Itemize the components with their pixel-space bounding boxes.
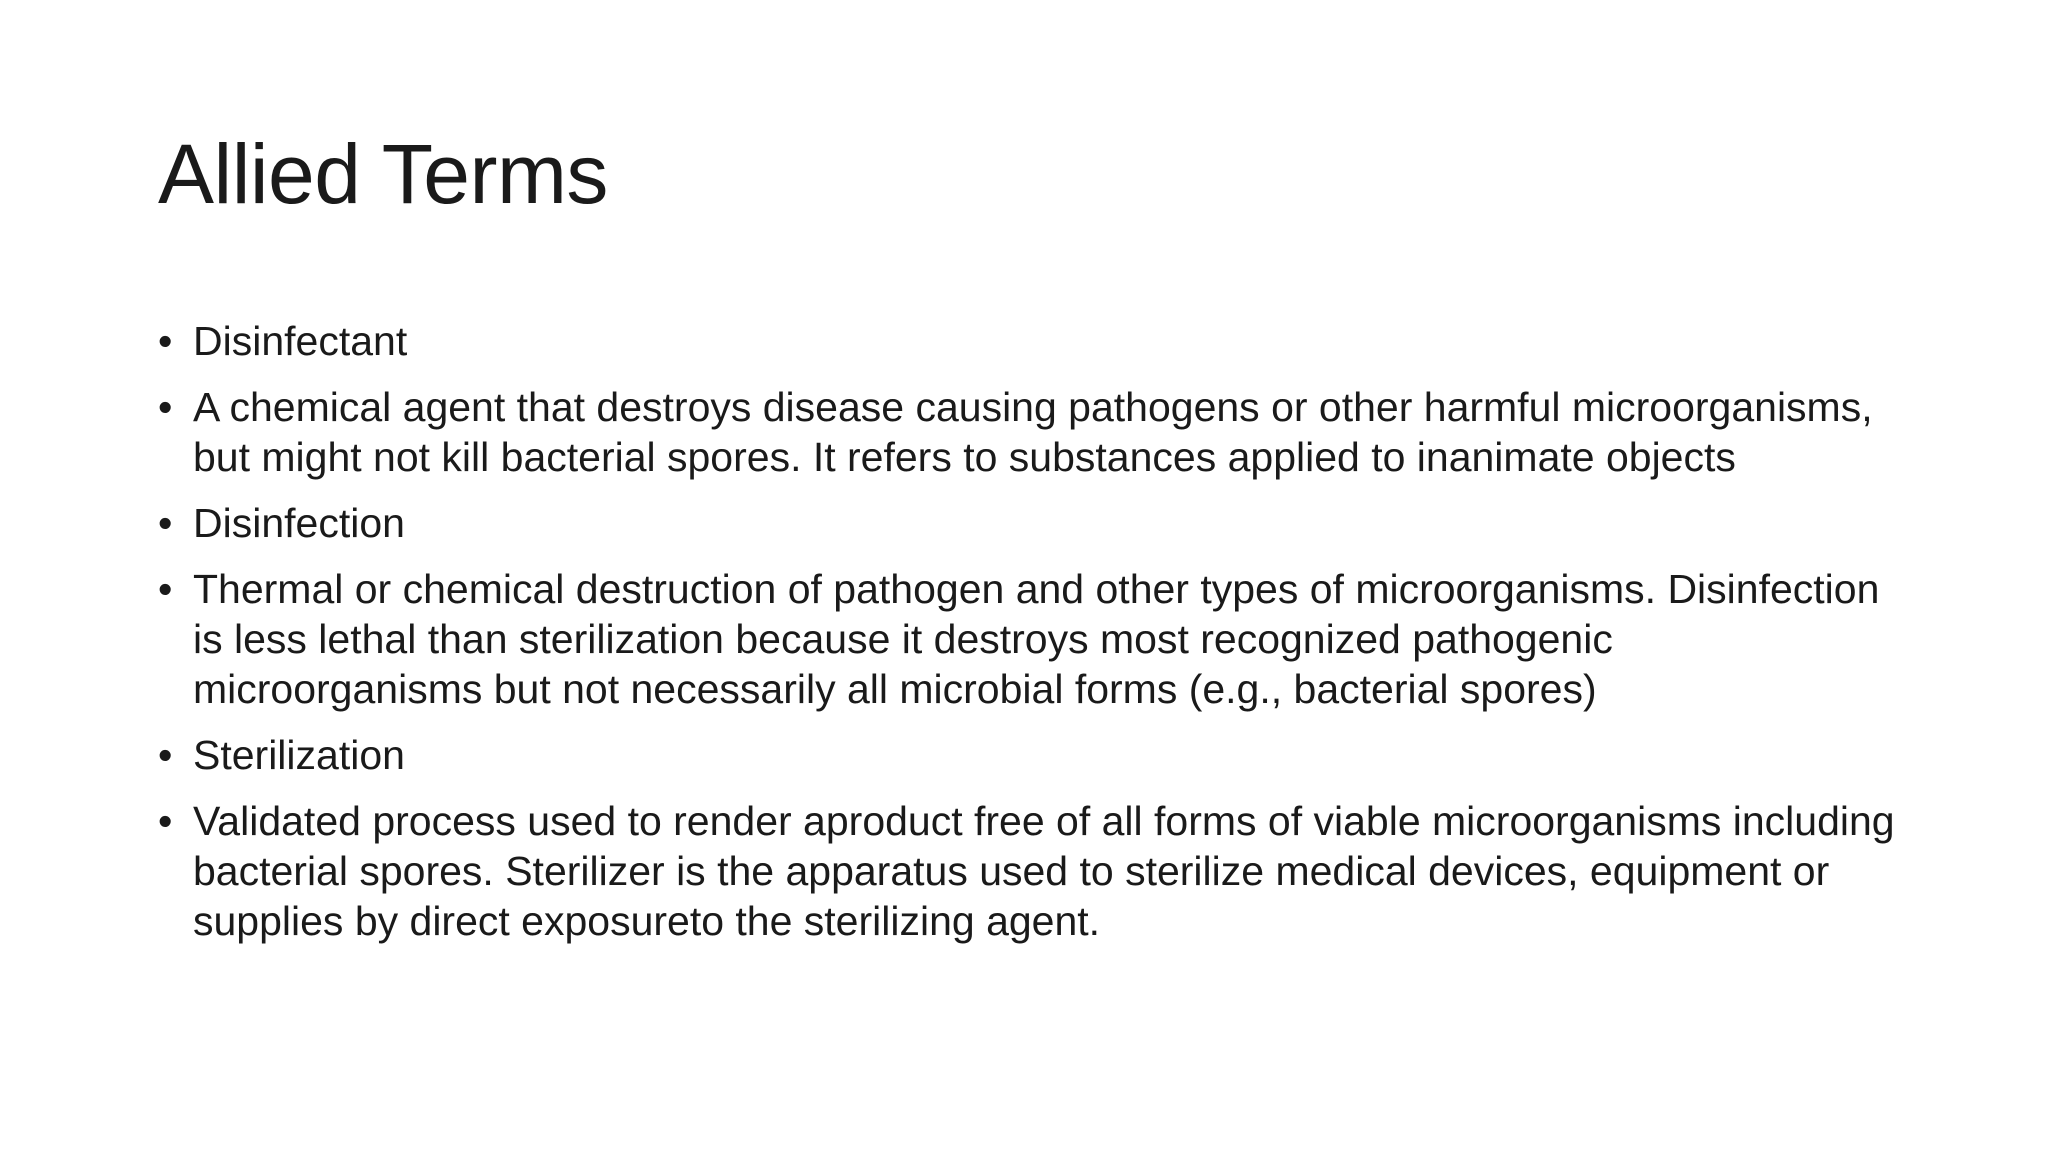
bullet-text: A chemical agent that destroys disease causing pathogens or other harmful microorganisms, but might not kill bacterial spores. It refers to substances applied to inanimate objects	[193, 384, 1873, 480]
bullet-item-sterilization	[158, 730, 1898, 780]
bullet-item-disinfectant-definition	[158, 382, 1898, 482]
bullet-text: Sterilization	[193, 732, 405, 778]
bullet-item-disinfectant	[158, 316, 1898, 366]
bullet-icon: •	[158, 566, 173, 612]
slide-title: Allied Terms	[158, 127, 608, 221]
bullet-text: Thermal or chemical destruction of pathogen and other types of microorganisms. Disinfection is less lethal than sterilization because it destroys most recognized pathogenic microorganisms but not necessarily all microbial forms (e.g., bacterial spores)	[193, 566, 1880, 712]
bullet-item-disinfection	[158, 498, 1898, 548]
bullet-icon: •	[158, 318, 173, 364]
bullet-icon: •	[158, 384, 173, 430]
bullet-text: Validated process used to render aproduct free of all forms of viable microorganisms including bacterial spores. Sterilizer is the apparatus used to sterilize medical devices, equipment or supplies by direct exposureto the sterilizing agent.	[193, 798, 1895, 944]
bullet-item-disinfection-definition	[158, 564, 1898, 714]
bullet-icon: •	[158, 798, 173, 844]
bullet-item-sterilization-definition	[158, 796, 1898, 946]
bullet-icon: •	[158, 732, 173, 778]
bullet-text: Disinfectant	[193, 318, 408, 364]
bullet-list	[158, 316, 1898, 962]
bullet-icon: •	[158, 500, 173, 546]
bullet-text: Disinfection	[193, 500, 405, 546]
